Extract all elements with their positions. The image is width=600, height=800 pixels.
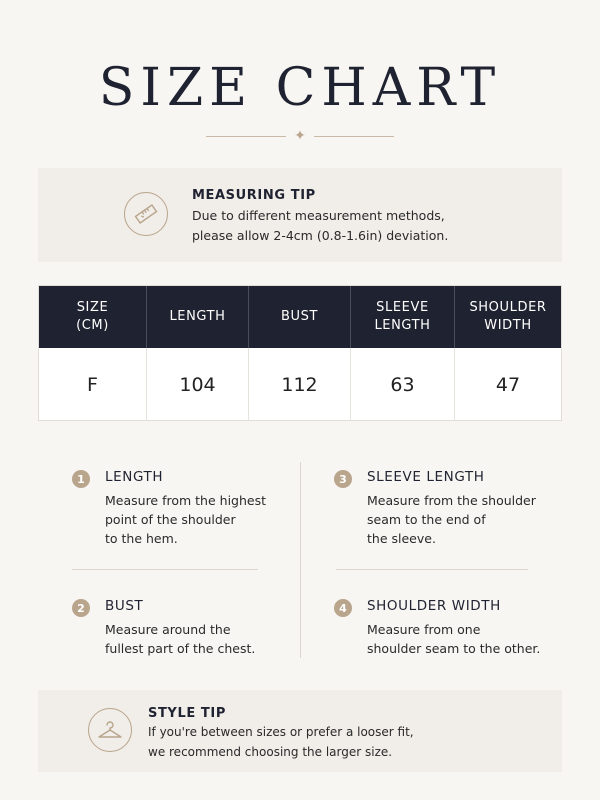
header-text: LENGTH [169,309,226,324]
guide-divider-horizontal [336,569,528,570]
style-tip-title: STYLE TIP [148,706,226,721]
step-number-badge: 3 [334,470,352,488]
header-text: BUST [280,309,319,324]
guide-line: point of the shoulder [105,512,236,527]
table-row [39,348,561,421]
header-text: WIDTH [484,318,532,333]
guide-line: shoulder seam to the other. [367,641,541,656]
step-number-badge: 1 [72,470,90,488]
measuring-tip-box [38,168,562,262]
guide-title: LENGTH [105,469,164,485]
guide-line: seam to the end of [367,512,486,527]
measuring-tip-title: MEASURING TIP [192,188,316,203]
guide-line: the sleeve. [367,531,436,546]
header-text: SHOULDER [469,300,547,315]
header-cell-size [39,286,147,348]
header-cell-length [147,286,249,348]
style-tip-text [148,722,548,762]
header-text: SIZE [76,300,109,315]
size-table [38,285,562,421]
measuring-tip-line: Due to different measurement methods, [192,208,445,223]
style-tip-line: we recommend choosing the larger size. [148,745,393,759]
header-text: LENGTH [374,318,431,333]
table-cell-size: F [39,348,147,421]
guide-text [367,491,567,548]
guide-title: BUST [105,598,144,614]
table-cell-length: 104 [147,348,249,421]
guide-title: SHOULDER WIDTH [367,598,501,614]
header-cell-bust [249,286,351,348]
sparkle-icon: ✦ [294,128,306,144]
ruler-icon [124,192,168,236]
header-cell-shoulder-width [455,286,561,348]
guide-line: Measure around the [105,622,231,637]
guide-line: Measure from the highest [105,493,267,508]
title-divider [206,128,394,144]
guide-line: fullest part of the chest. [105,641,256,656]
table-cell-bust: 112 [249,348,351,421]
divider-line-right [314,136,394,137]
guide-line: Measure from one [367,622,481,637]
guide-text [367,620,567,658]
header-text: SLEEVE [376,300,429,315]
header-cell-sleeve-length [351,286,455,348]
guide-title: SLEEVE LENGTH [367,469,485,485]
guide-line: to the hem. [105,531,178,546]
size-table-header [39,286,561,348]
style-tip-line: If you're between sizes or prefer a looser fit, [148,725,414,739]
guide-line: Measure from the shoulder [367,493,536,508]
header-text: (CM) [76,318,109,333]
measuring-tip-line: please allow 2-4cm (0.8-1.6in) deviation. [192,228,449,243]
page-title: SIZE CHART [98,58,502,118]
table-cell-sleeve-length: 63 [351,348,455,421]
table-cell-shoulder-width: 47 [495,373,521,396]
guide-divider-horizontal [72,569,258,570]
guide-text [105,491,305,548]
measuring-tip-text [192,206,522,246]
step-number-badge: 2 [72,599,90,617]
style-tip-box [38,690,562,772]
step-number-badge: 4 [334,599,352,617]
divider-line-left [206,136,286,137]
hanger-icon [88,708,132,752]
guide-text [105,620,305,658]
